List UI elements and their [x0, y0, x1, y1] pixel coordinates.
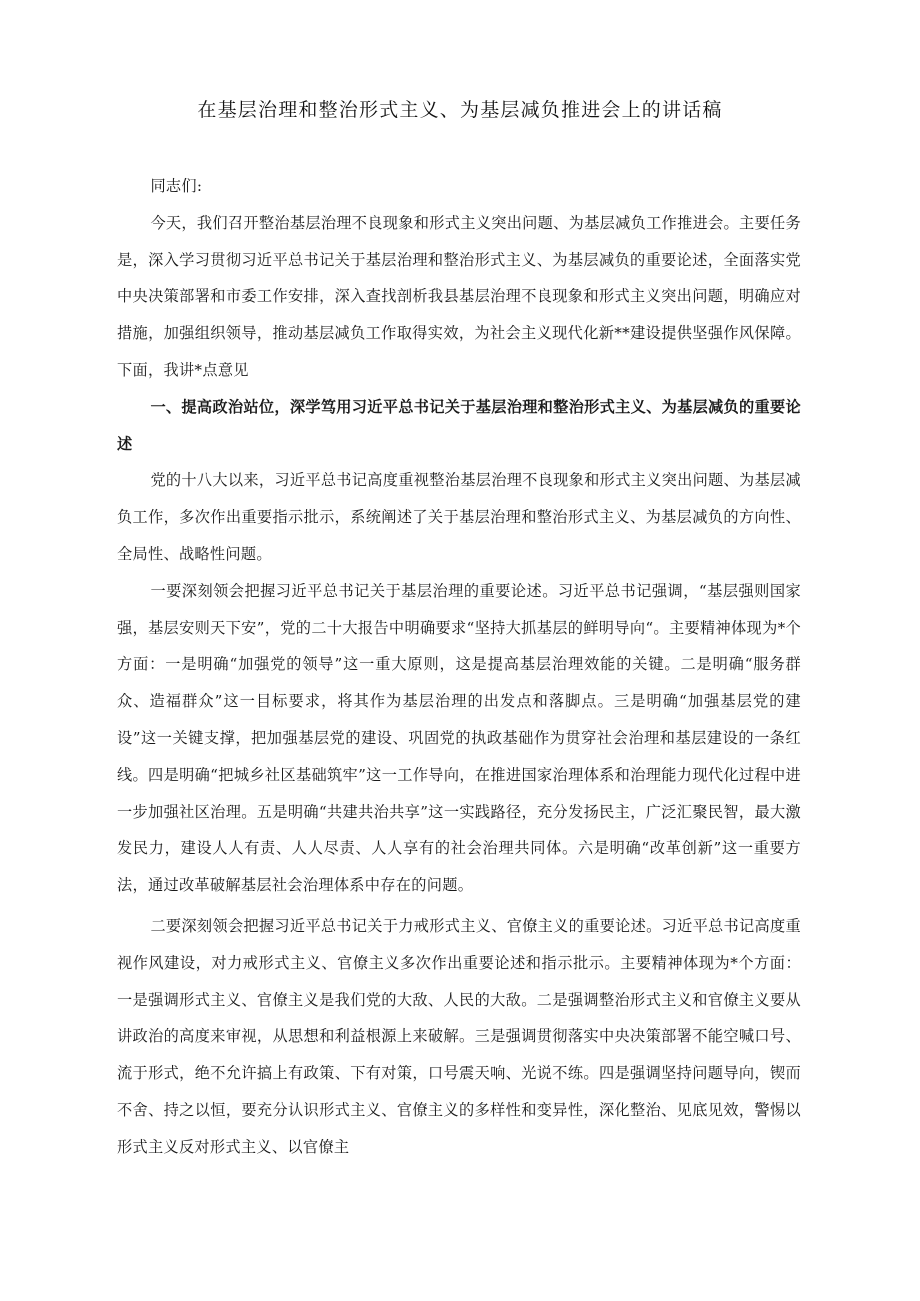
paragraph-intro: 今天，我们召开整治基层治理不良现象和形式主义突出问题、为基层减负工作推进会。主要任务是，深入学习贯彻习近平总书记关于基层治理和整治形式主义、为基层减负的重要论述，全面落实党中央决策部署和市委工作安排，深入查找剖析我县基层治理不良现象和形式主义突出问题，明确应对措施，加强组织领导，推动基层减负工作取得实效，为社会主义现代化新**建设提供坚强作风保障。下面，我讲*点意见	[117, 213, 801, 379]
section-heading-1: 一、提高政治站位，深学笃用习近平总书记关于基层治理和整治形式主义、为基层减负的重要论述	[117, 397, 801, 453]
paragraph-point-1: 一要深刻领会把握习近平总书记关于基层治理的重要论述。习近平总书记强调，“基层强则国家强，基层安则天下安”，党的二十大报告中明确要求“坚持大抓基层的鲜明导向“。主要精神体现为*个方面：一是明确“加强党的领导”这一重大原则，这是提高基层治理效能的关键。二是明确“服务群众、造福群众”这一目标要求，将其作为基层治理的出发点和落脚点。三是明确“加强基层党的建设”这一关键支撑，把加强基层党的建设、巩固党的执政基础作为贯穿社会治理和基层建设的一条红线。四是明确“把城乡社区基础筑牢”这一工作导向，在推进国家治理体系和治理能力现代化过程中进一步加强社区治理。五是明确“共建共治共享”这一实践路径，充分发扬民主，广泛汇聚民智，最大激发民力，建设人人有责、人人尽责、人人享有的社会治理共同体。六是明确“改革创新”这一重要方法，通过改革破解基层社会治理体系中存在的问题。	[117, 581, 801, 895]
document-title: 在基层治理和整治形式主义、为基层减负推进会上的讲话稿	[197, 99, 723, 121]
salutation: 同志们:	[150, 177, 203, 195]
document-body	[117, 168, 801, 1166]
paragraph-background: 党的十八大以来，习近平总书记高度重视整治基层治理不良现象和形式主义突出问题、为基层减负工作，多次作出重要指示批示，系统阐述了关于基层治理和整治形式主义、为基层减负的方向性、全局性、战略性问题。	[117, 471, 801, 563]
paragraph-point-2: 二要深刻领会把握习近平总书记关于力戒形式主义、官僚主义的重要论述。习近平总书记高度重视作风建设，对力戒形式主义、官僚主义多次作出重要论述和指示批示。主要精神体现为*个方面：一是强调形式主义、官僚主义是我们党的大敌、人民的大敌。二是强调整治形式主义和官僚主义要从讲政治的高度来审视，从思想和利益根源上来破解。三是强调贯彻落实中央决策部署不能空喊口号、流于形式，绝不允许搞上有政策、下有对策，口号震天响、光说不练。四是强调坚持问题导向，锲而不舍、持之以恒，要充分认识形式主义、官僚主义的多样性和变异性，深化整治、见底见效，警惕以形式主义反对形式主义、以官僚主	[117, 916, 801, 1156]
